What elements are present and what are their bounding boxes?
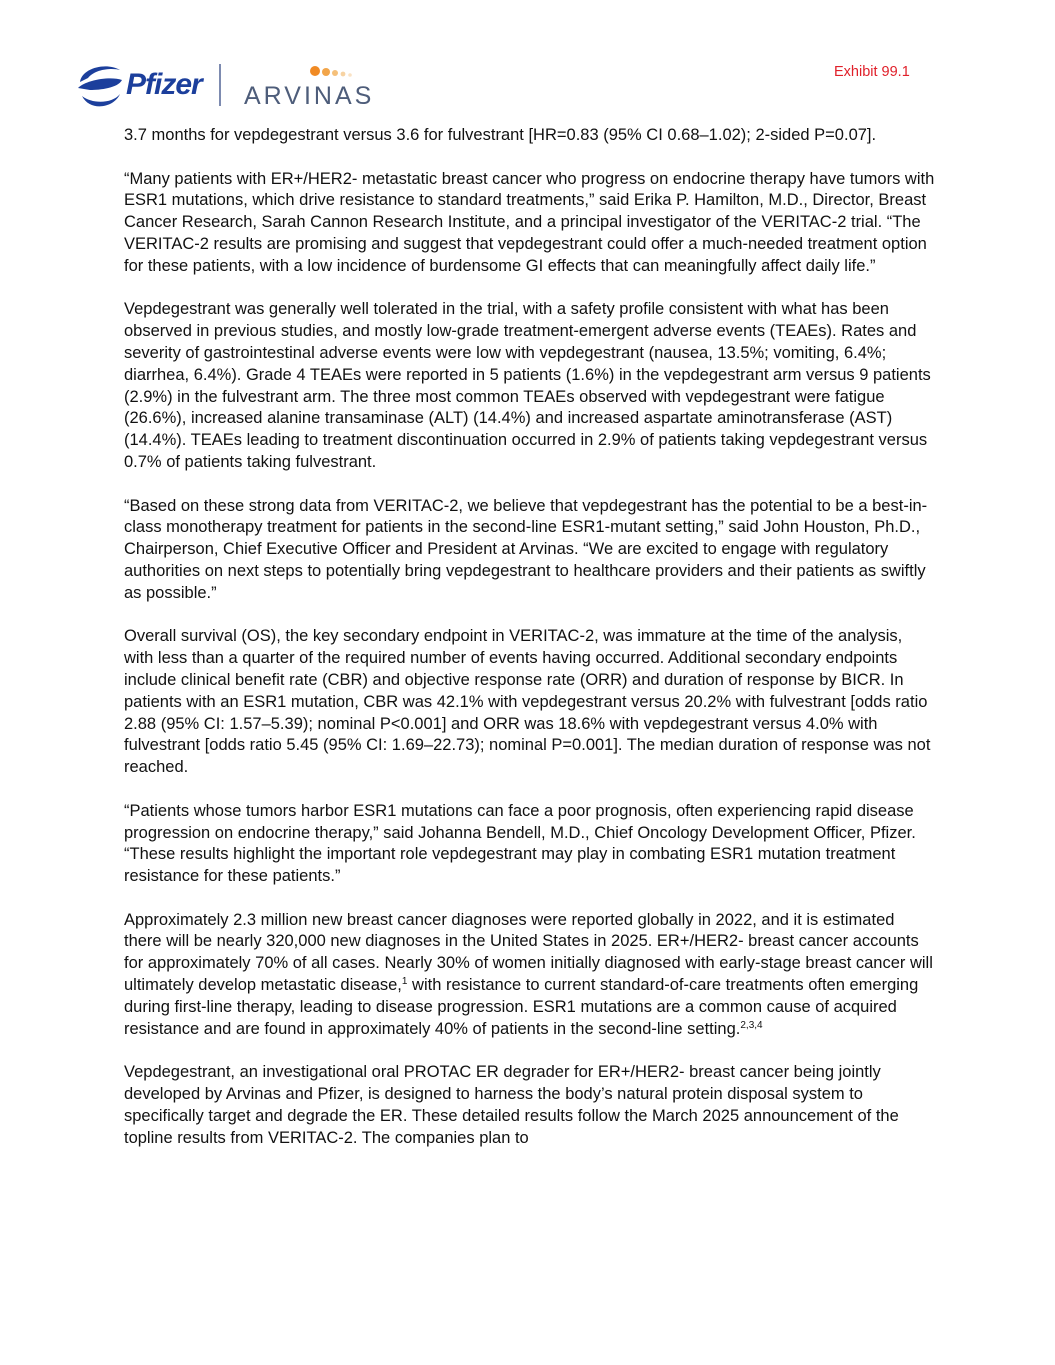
paragraph: “Based on these strong data from VERITAC-2, we believe that vepdegestrant has the potential to be a best-in-class monotherapy treatment for patients in the second-line ESR1-mutant setting,” said John Houston, Ph.D., Chairperson, Chief Executive Officer and President at Arvinas. “We are excited to engage with regulatory authorities on next steps to potentially bring vepdegestrant to healthcare providers and their patients as swiftly as possible.” [124, 496, 928, 602]
exhibit-label: Exhibit 99.1 [834, 64, 910, 80]
pfizer-logo [76, 60, 206, 116]
paragraph: Overall survival (OS), the key secondary endpoint in VERITAC-2, was immature at the time of the analysis, with less than a quarter of the required number of events having occurred. Additional secondary endpoints include clinical benefit rate (CBR) and objective response rate (ORR) and duration of response by BICR. In patients with an ESR1 mutation, CBR was 42.1% with vepdegestrant versus 20.2% with fulvestrant [odds ratio 2.88 (95% CI: 1.57–5.39); nominal P<0.001] and ORR was 18.6% with vepdegestrant versus 4.0% with fulvestrant [odds ratio 5.45 (95% CI: 1.69–22.73); nominal P=0.001]. The median duration of response was not reached. [124, 627, 931, 777]
logo-divider [219, 64, 221, 106]
arvinas-wordmark: ARVINAS [244, 82, 375, 110]
paragraph: 3.7 months for vepdegestrant versus 3.6 for fulvestrant [HR=0.83 (95% CI 0.68–1.02); 2-sided P=0.07]. [124, 126, 877, 144]
paragraph: Vepdegestrant was generally well tolerated in the trial, with a safety profile consistent with what has been observed in previous studies, and mostly low-grade treatment-emergent adverse events (TEAEs). Rates and severity of gastrointestinal adverse events were low with vepdegestrant (nausea, 13.5%; vomiting, 6.4%; diarrhea, 6.4%). Grade 4 TEAEs were reported in 5 patients (1.6%) in the vepdegestrant arm versus 9 patients (2.9%) in the fulvestrant arm. The three most common TEAEs observed with vepdegestrant were fatigue (26.6%), increased alanine transaminase (ALT) (14.4%) and increased aspartate aminotransferase (AST) (14.4%). TEAEs leading to treatment discontinuation occurred in 2.9% of patients taking vepdegestrant versus 0.7% of patients taking fulvestrant. [124, 300, 931, 471]
arvinas-logo [244, 62, 374, 112]
footnote-ref: 1 [401, 976, 408, 988]
page-header [0, 0, 1055, 125]
document-body [124, 125, 936, 1171]
paragraph [124, 910, 936, 1041]
paragraph-text: Approximately 2.3 million new breast cancer diagnoses were reported globally in 2022, and it is estimated there will be nearly 320,000 new diagnoses in the United States in 2025. ER+/HER2- breast cancer accounts for approximately 70% of all cases. Nearly 30% of women initially diagnosed with early-stage breast cancer will ultimately develop metastatic disease, [124, 910, 933, 995]
pfizer-wordmark: Pfizer [126, 68, 202, 101]
paragraph: Vepdegestrant, an investigational oral PROTAC ER degrader for ER+/HER2- breast cancer being jointly developed by Arvinas and Pfizer, is designed to harness the body’s natural protein disposal system to specifically target and degrade the ER. These detailed results follow the March 2025 announcement of the topline results from VERITAC-2. The companies plan to [124, 1063, 899, 1147]
paragraph: “Patients whose tumors harbor ESR1 mutations can face a poor prognosis, often experiencing rapid disease progression on endocrine therapy,” said Johanna Bendell, M.D., Chief Oncology Development Officer, Pfizer. “These results highlight the important role vepdegestrant may play in combating ESR1 mutation treatment resistance for these patients.” [124, 801, 916, 886]
paragraph: “Many patients with ER+/HER2- metastatic breast cancer who progress on endocrine therapy have tumors with ESR1 mutations, which drive resistance to standard treatments,” said Erika P. Hamilton, M.D., Director, Breast Cancer Research, Sarah Cannon Research Institute, and a principal investigator of the VERITAC-2 trial. “The VERITAC-2 results are promising and suggest that vepdegestrant could offer a much-needed treatment option for these patients, with a low incidence of burdensome GI effects that can meaningfully affect daily life.” [124, 169, 935, 275]
footnote-ref: 2,3,4 [740, 1019, 763, 1031]
paragraph-text: with resistance to current standard-of-care treatments often emerging during first-line therapy, leading to disease progression. ESR1 mutations are a common cause of acquired resistance and are found in approximately 40% of patients in the second-line setting. [124, 976, 919, 1038]
pfizer-logo-icon [76, 60, 126, 112]
arvinas-logo-icon [244, 62, 364, 82]
